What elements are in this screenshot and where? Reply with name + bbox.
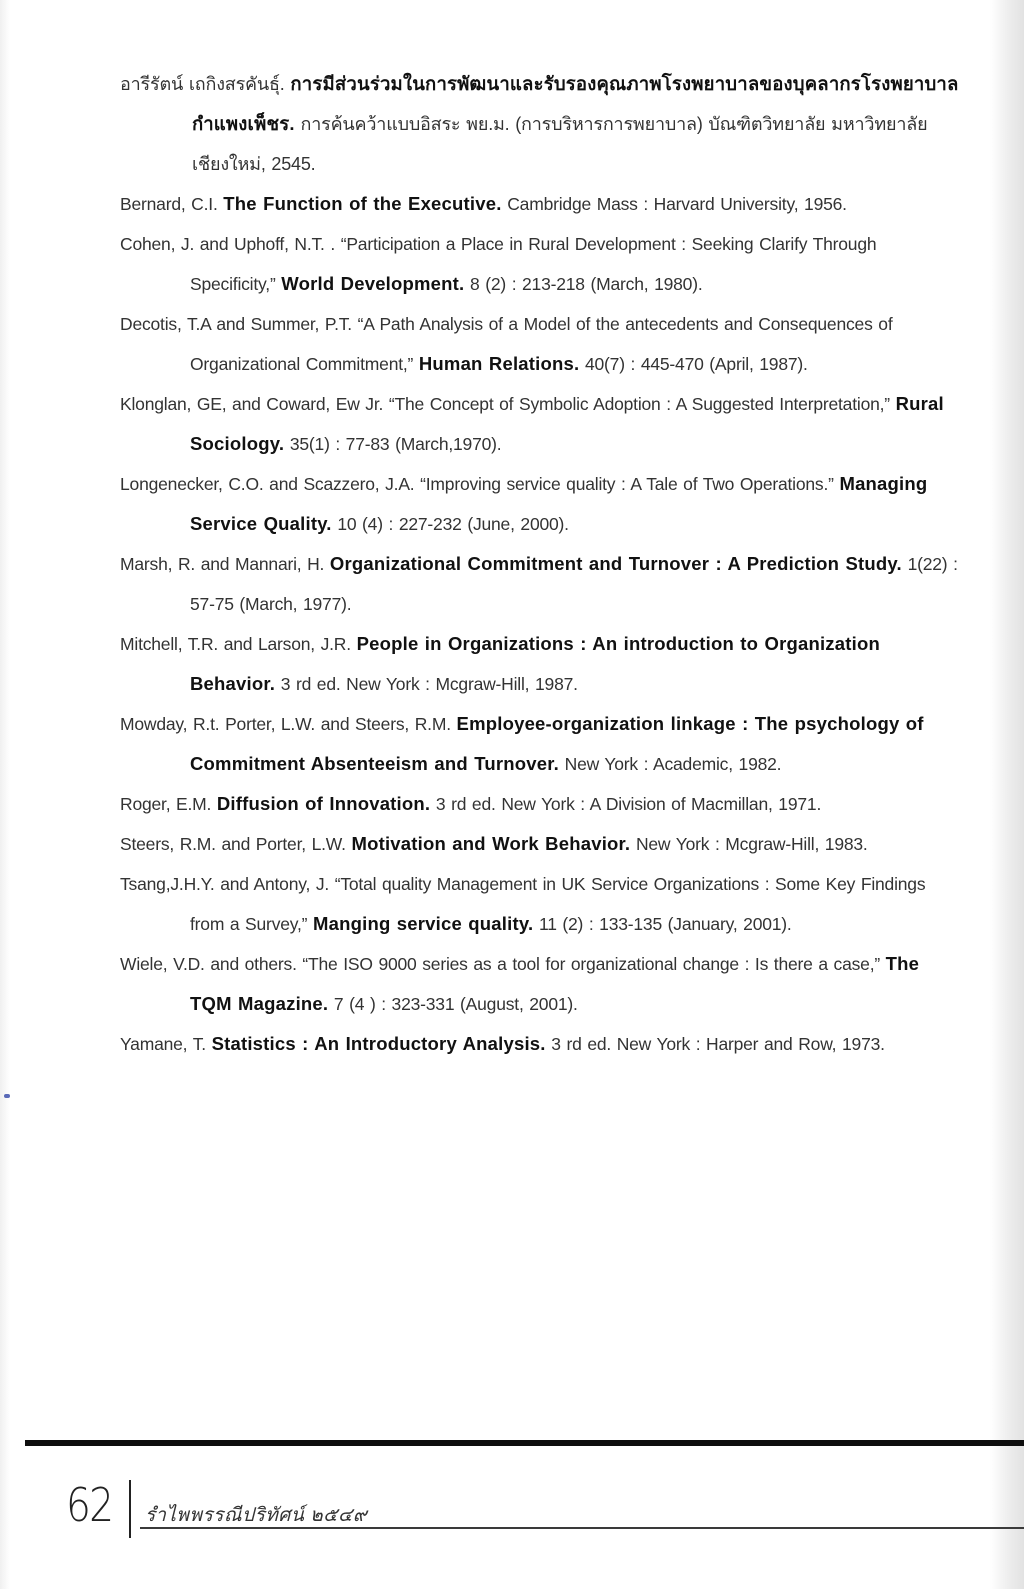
reference-article: “Total quality Management in UK Service Organizations : Some Key Findings from a Survey,” <box>190 874 926 934</box>
reference-authors: Cohen, J. and Uphoff, N.T. . <box>120 234 336 254</box>
scan-speck <box>4 1094 10 1098</box>
reference-title: Rural Sociology. <box>190 393 944 454</box>
reference-authors: Steers, R.M. and Porter, L.W. <box>120 834 346 854</box>
reference-details: 10 (4) : 227-232 (June, 2000). <box>337 514 569 534</box>
reference-authors: Mitchell, T.R. and Larson, J.R. <box>120 634 351 654</box>
reference-title: Statistics : An Introductory Analysis. <box>211 1033 546 1054</box>
reference-title: Managing Service Quality. <box>190 473 928 534</box>
reference-article: “Improving service quality : A Tale of Two Operations.” <box>420 474 834 494</box>
reference-details: 3 rd ed. New York : Mcgraw-Hill, 1987. <box>280 674 578 694</box>
reference-details: 1(22) : 57-75 (March, 1977). <box>190 554 958 614</box>
reference-details: 11 (2) : 133-135 (January, 2001). <box>538 914 792 934</box>
reference-entry <box>120 824 960 864</box>
reference-authors: อารีรัตน์ เถกิงสรคันธุ์. <box>120 74 285 94</box>
footer-divider-thick <box>25 1440 1024 1446</box>
reference-authors: Klonglan, GE, and Coward, Ew Jr. <box>120 394 384 414</box>
reference-article: “The ISO 9000 series as a tool for organizational change : Is there a case,” <box>302 954 880 974</box>
reference-authors: Bernard, C.I. <box>120 194 218 214</box>
reference-entry <box>120 864 960 944</box>
page-edge-shadow-right <box>990 0 1024 1589</box>
reference-authors: Marsh, R. and Mannari, H. <box>120 554 325 574</box>
reference-entry <box>120 464 960 544</box>
reference-entry <box>120 184 960 224</box>
reference-entry <box>120 704 960 784</box>
reference-entry <box>120 944 960 1024</box>
reference-details: 8 (2) : 213-218 (March, 1980). <box>470 274 703 294</box>
reference-details: 40(7) : 445-470 (April, 1987). <box>584 354 808 374</box>
bibliography-list <box>120 64 960 1064</box>
reference-authors: Decotis, T.A and Summer, P.T. <box>120 314 352 334</box>
reference-entry <box>120 624 960 704</box>
reference-title: Motivation and Work Behavior. <box>351 833 631 854</box>
reference-entry <box>120 384 960 464</box>
reference-details: New York : Mcgraw-Hill, 1983. <box>635 834 868 854</box>
reference-title: World Development. <box>281 273 465 294</box>
reference-title: Diffusion of Innovation. <box>216 793 431 814</box>
reference-title: Human Relations. <box>418 353 580 374</box>
reference-details: New York : Academic, 1982. <box>564 754 782 774</box>
page-edge-shadow-left <box>0 0 10 1589</box>
reference-entry <box>120 64 960 184</box>
reference-details: Cambridge Mass : Harvard University, 1956. <box>507 194 847 214</box>
reference-entry <box>120 784 960 824</box>
reference-article: “A Path Analysis of a Model of the antecedents and Consequences of Organizational Commitment,” <box>190 314 893 374</box>
reference-title: The TQM Magazine. <box>190 953 920 1014</box>
reference-details: 7 (4 ) : 323-331 (August, 2001). <box>333 994 578 1014</box>
reference-entry <box>120 224 960 304</box>
reference-entry <box>120 544 960 624</box>
reference-title: The Function of the Executive. <box>223 193 502 214</box>
reference-details: 3 rd ed. New York : A Division of Macmillan, 1971. <box>435 794 822 814</box>
reference-title: People in Organizations : An introduction to Organization Behavior. <box>190 633 880 694</box>
reference-title: Organizational Commitment and Turnover : A Prediction Study. <box>329 553 902 574</box>
reference-authors: Wiele, V.D. and others. <box>120 954 297 974</box>
reference-article: “Participation a Place in Rural Development : Seeking Clarify Through Specificity,” <box>190 234 877 294</box>
publication-title: รำไพพรรณีปริทัศน์ ๒๕๔๙ <box>145 1505 368 1526</box>
footer-divider-thin <box>140 1527 1024 1529</box>
reference-details: 3 rd ed. New York : Harper and Row, 1973. <box>551 1034 885 1054</box>
reference-title: Manging service quality. <box>313 913 534 934</box>
footer-vertical-divider <box>129 1480 131 1538</box>
reference-authors: Mowday, R.t. Porter, L.W. and Steers, R.M. <box>120 714 451 734</box>
reference-title: การมีส่วนร่วมในการพัฒนาและรับรองคุณภาพโรงพยาบาลของบุคลากรโรงพยาบาลกำแพงเพ็ชร. <box>192 73 959 134</box>
reference-entry <box>120 1024 960 1064</box>
reference-authors: Yamane, T. <box>120 1034 206 1054</box>
reference-authors: Longenecker, C.O. and Scazzero, J.A. <box>120 474 415 494</box>
reference-details: การค้นคว้าแบบอิสระ พย.ม. (การบริหารการพยาบาล) บัณฑิตวิทยาลัย มหาวิทยาลัยเชียงใหม่, 2545. <box>192 114 928 174</box>
reference-title: Employee-organization linkage : The psychology of Commitment Absenteeism and Turnover. <box>190 713 924 774</box>
reference-details: 35(1) : 77-83 (March,1970). <box>289 434 502 454</box>
page-number: 62 <box>66 1478 113 1532</box>
reference-authors: Roger, E.M. <box>120 794 212 814</box>
reference-article: “The Concept of Symbolic Adoption : A Suggested Interpretation,” <box>388 394 890 414</box>
reference-authors: Tsang,J.H.Y. and Antony, J. <box>120 874 330 894</box>
reference-entry <box>120 304 960 384</box>
